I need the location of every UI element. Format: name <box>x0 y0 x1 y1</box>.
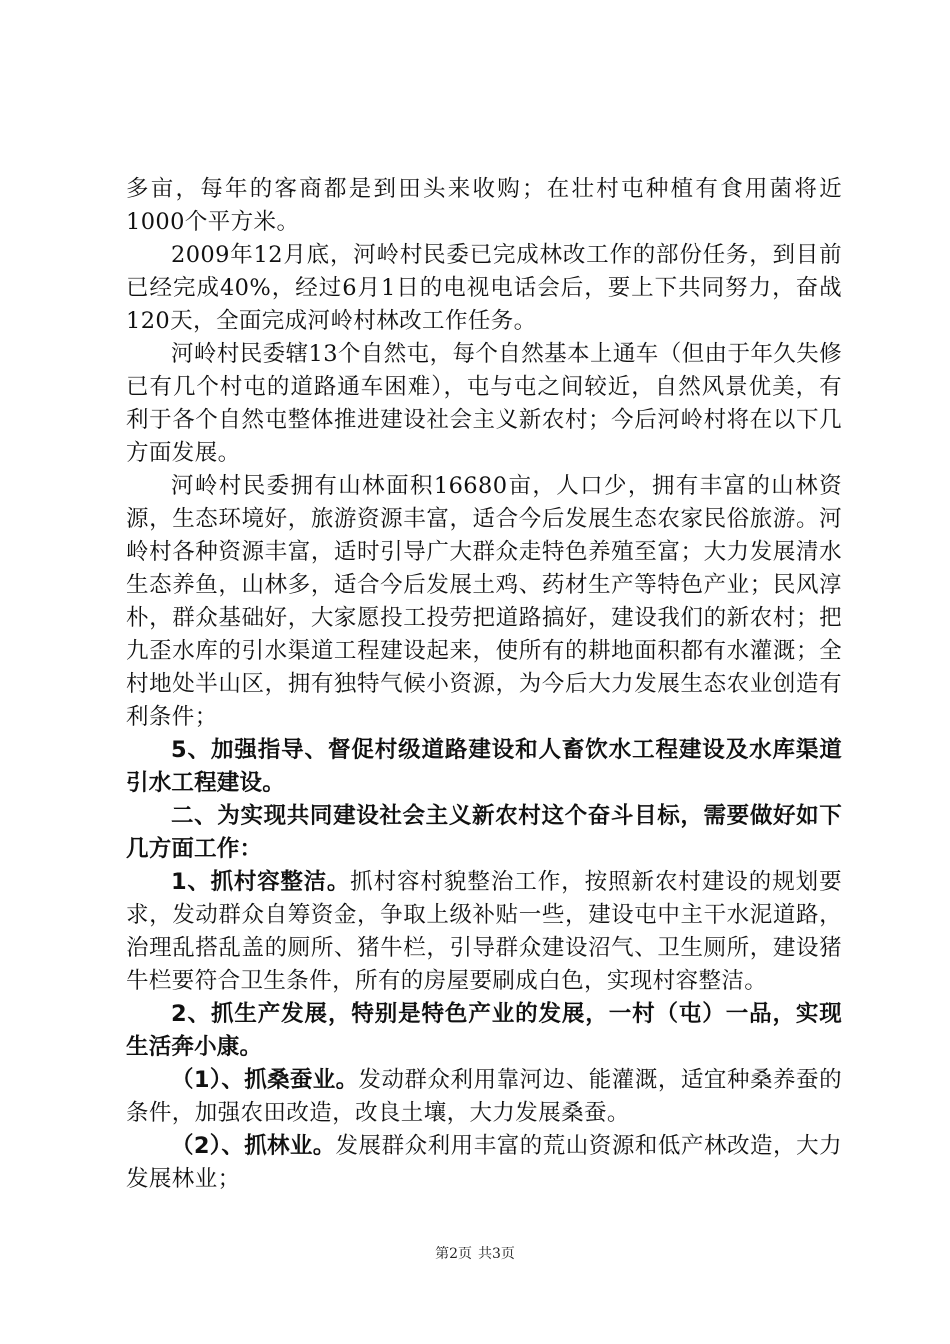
section-heading-2 <box>126 800 842 866</box>
paragraph-text: 河岭村民委拥有山林面积16680亩，人口少，拥有丰富的山林资源，生态环境好，旅游资源丰富，适合今后发展生态农家民俗旅游。河岭村各种资源丰富，适时引导广大群众走特色养殖至富；大力发展清水生态养鱼，山林多，适合今后发展土鸡、药材生产等特色产业；民风淳朴，群众基础好，大家愿投工投劳把道路搞好，建设我们的新农村；把九歪水库的引水渠道工程建设起来，使所有的耕地面积都有水灌溉；全村地处半山区，拥有独特气候小资源，为今后大力发展生态农业创造有利条件； <box>126 473 842 730</box>
paragraph-text: 河岭村民委辖13个自然屯，每个自然基本上通车（但由于年久失修已有几个村屯的道路通车困难），屯与屯之间较近，自然风景优美，有利于各个自然屯整体推进建设社会主义新农村；今后河岭村将在以下几方面发展。 <box>126 341 842 466</box>
item-heading: （2）、抓林业。 <box>171 1133 336 1159</box>
paragraph-text: 2009年12月底，河岭村民委已完成林改工作的部份任务，到目前已经完成40%，经过6月1日的电视电话会后，要上下共同努力，奋战120天，全面完成河岭村林改工作任务。 <box>126 242 842 334</box>
paragraph-item-1 <box>126 866 842 998</box>
item-text: 抓村容村貌整治工作，按照新农村建设的规划要求，发动群众自筹资金，争取上级补贴一些，建设屯中主干水泥道路，治理乱搭乱盖的厕所、猪牛栏，引导群众建设沼气、卫生厕所，建设猪牛栏要符合卫生条件，所有的房屋要刷成白色，实现村容整洁。 <box>126 869 842 994</box>
item-text: 发展群众利用丰富的荒山资源和低产林改造，大力发展林业； <box>126 1133 842 1192</box>
paragraph-3 <box>126 338 842 470</box>
heading-item-2 <box>126 998 842 1064</box>
paragraph-1 <box>126 173 842 239</box>
page-total: 共3页 <box>478 1246 515 1262</box>
page-number: 第2页 <box>435 1246 472 1262</box>
heading-text: 2、抓生产发展，特别是特色产业的发展，一村（屯）一品，实现生活奔小康。 <box>126 1001 842 1060</box>
page-footer <box>0 1243 950 1263</box>
heading-5 <box>126 734 842 800</box>
heading-text: 5、加强指导、督促村级道路建设和人畜饮水工程建设及水库渠道引水工程建设。 <box>126 737 842 796</box>
item-heading: （1）、抓桑蚕业。 <box>171 1067 359 1093</box>
paragraph-text: 多亩，每年的客商都是到田头来收购；在壮村屯种植有食用菌将近1000个平方米。 <box>126 176 842 235</box>
paragraph-4 <box>126 470 842 734</box>
heading-text: 二、为实现共同建设社会主义新农村这个奋斗目标，需要做好如下几方面工作： <box>126 803 842 862</box>
item-text: 发动群众利用靠河边、能灌溉，适宜种桑养蚕的条件，加强农田改造，改良土壤，大力发展桑蚕。 <box>126 1067 842 1126</box>
paragraph-subitem-1 <box>126 1064 842 1130</box>
item-heading: 1、抓村容整洁。 <box>171 869 351 895</box>
paragraph-2 <box>126 239 842 338</box>
document-body <box>126 173 842 1196</box>
paragraph-subitem-2 <box>126 1130 842 1196</box>
